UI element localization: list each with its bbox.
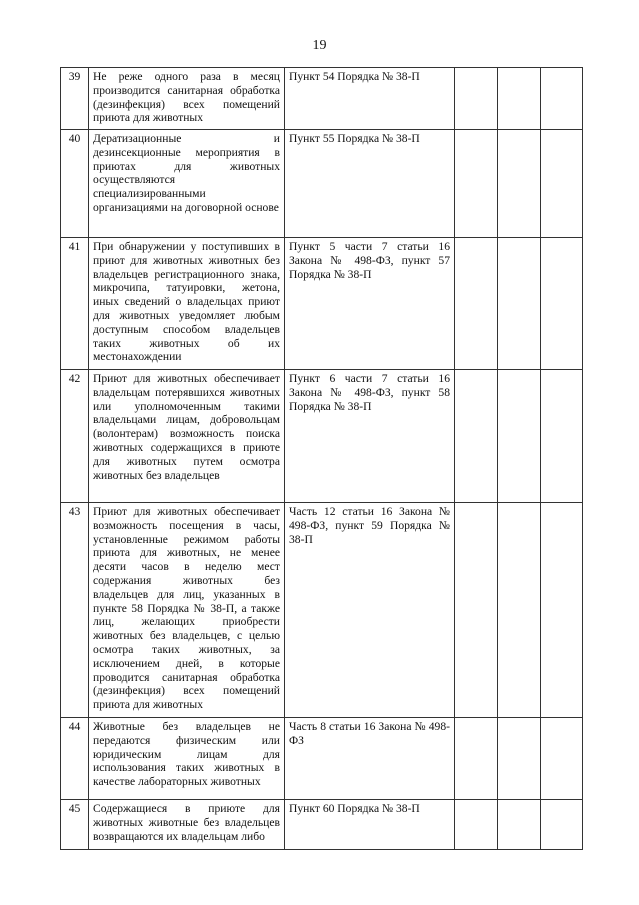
answer-cell	[455, 238, 498, 370]
reference-cell: Пункт 55 Порядка № 38-П	[285, 130, 455, 238]
reference-cell: Пункт 54 Порядка № 38-П	[285, 68, 455, 130]
answer-cell	[498, 130, 541, 238]
row-number: 39	[61, 68, 89, 130]
table-row	[61, 503, 583, 718]
answer-cell	[498, 370, 541, 503]
answer-cell	[455, 800, 498, 850]
row-number: 45	[61, 800, 89, 850]
answer-cell	[498, 238, 541, 370]
answer-cell	[455, 503, 498, 718]
answer-cell	[455, 718, 498, 800]
answer-cell	[455, 130, 498, 238]
notes-cell	[541, 370, 583, 503]
requirement-cell: Не реже одного раза в месяц производится санитарная обработка (дезинфекция) всех помещений приюта для животных	[89, 68, 285, 130]
answer-cell	[498, 503, 541, 718]
page-number: 19	[312, 38, 327, 53]
notes-cell	[541, 503, 583, 718]
reference-cell: Пункт 5 части 7 статьи 16 Закона № 498-ФЗ, пункт 57 Порядка № 38-П	[285, 238, 455, 370]
answer-cell	[498, 68, 541, 130]
answer-cell	[455, 370, 498, 503]
table-row	[61, 68, 583, 130]
notes-cell	[541, 800, 583, 850]
row-number: 43	[61, 503, 89, 718]
row-number: 40	[61, 130, 89, 238]
row-number: 41	[61, 238, 89, 370]
requirement-cell: При обнаружении у поступивших в приют для животных животных без владельцев регистрационного знака, микрочипа, татуировки, жетона, иных сведений о владельцах приют для животных уведомляет любым доступным способом владельцев таких животных об их местонахождении	[89, 238, 285, 370]
requirement-cell: Животные без владельцев не передаются физическим или юридическим лицам для использования таких животных в качестве лабораторных животных	[89, 718, 285, 800]
reference-cell: Пункт 6 части 7 статьи 16 Закона № 498-ФЗ, пункт 58 Порядка № 38-П	[285, 370, 455, 503]
notes-cell	[541, 130, 583, 238]
reference-cell: Пункт 60 Порядка № 38-П	[285, 800, 455, 850]
row-number: 42	[61, 370, 89, 503]
table-row	[61, 718, 583, 800]
answer-cell	[455, 68, 498, 130]
answer-cell	[498, 800, 541, 850]
requirement-cell: Содержащиеся в приюте для животных животные без владельцев возвращаются их владельцам либо	[89, 800, 285, 850]
requirement-cell: Дератизационные и дезинсекционные мероприятия в приютах для животных осуществляются специализированными организациями на договорной основе	[89, 130, 285, 238]
requirement-cell: Приют для животных обеспечивает владельцам потерявшихся животных или уполномоченным такими владельцами лицам, добровольцам (волонтерам) возможность поиска животных содержащихся в приюте для животных путем осмотра животных без владельцев	[89, 370, 285, 503]
reference-cell: Часть 12 статьи 16 Закона № 498-ФЗ, пункт 59 Порядка № 38-П	[285, 503, 455, 718]
reference-cell: Часть 8 статьи 16 Закона № 498-ФЗ	[285, 718, 455, 800]
requirement-cell: Приют для животных обеспечивает возможность посещения в часы, установленные режимом работы приюта для животных, не менее десяти часов в неделю мест содержания животных без владельцев для лиц, указанных в пункте 58 Порядка № 38-П, а также лиц, желающих приобрести животных без владельцев, с целью осмотра таких животных, за исключением дней, в которые проводится санитарная обработка (дезинфекция) всех помещений приюта для животных	[89, 503, 285, 718]
table-row	[61, 370, 583, 503]
row-number: 44	[61, 718, 89, 800]
answer-cell	[498, 718, 541, 800]
table-row	[61, 130, 583, 238]
checklist-table	[60, 67, 583, 850]
table-row	[61, 238, 583, 370]
table-row	[61, 800, 583, 850]
notes-cell	[541, 238, 583, 370]
notes-cell	[541, 68, 583, 130]
notes-cell	[541, 718, 583, 800]
